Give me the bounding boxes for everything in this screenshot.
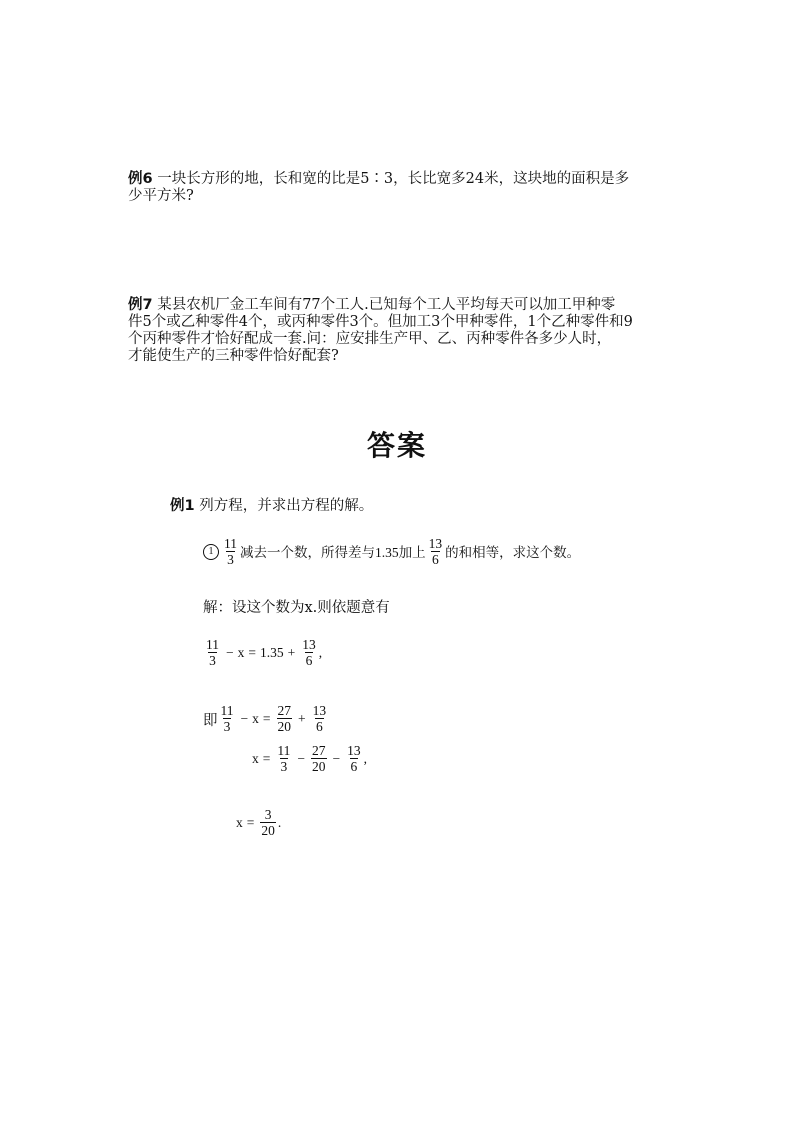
example-7-line2: 件5个或乙种零件4个，或丙种零件3个。但加工3个甲种零件，1个乙种零件和9 — [128, 314, 633, 330]
example-7-label: 例7 — [128, 297, 153, 313]
fraction: $\frac{13}{6}$ — [312, 703, 327, 734]
fraction: $\frac{11}{3}$ — [224, 536, 237, 567]
fraction: $\frac{11}{3}$ — [277, 743, 291, 774]
question-text-1: 减去一个数，所得差与1.35加上 — [240, 544, 426, 560]
fraction: $\frac{13}{6}$ — [347, 743, 361, 774]
equation-3: x = $\frac{11}{3}$ − $\frac{27}{20}$ − $\frac{13}{6}$ , — [252, 743, 367, 774]
equation-4: x = $\frac{3}{20}$ . — [236, 807, 282, 838]
question-text-2: 的和相等，求这个数。 — [445, 544, 581, 560]
example-1-text: 列方程，并求出方程的解。 — [199, 498, 374, 514]
example-6-label: 例6 — [128, 171, 153, 187]
example-7-line1 — [128, 297, 688, 314]
example-7 — [128, 297, 688, 365]
fraction: $\frac{13}{6}$ — [428, 536, 443, 567]
example-1-heading — [170, 498, 373, 515]
example-6-line1 — [128, 171, 688, 188]
circled-number: 1 — [203, 544, 219, 560]
solution-intro: 解：设这个数为x.则依题意有 — [203, 600, 390, 616]
fraction: $\frac{27}{20}$ — [277, 703, 291, 734]
equation-1: $\frac{11}{3}$ − x = 1.35 + $\frac{13}{6}$ , — [206, 637, 323, 668]
example-7-line4: 才能使生产的三种零件恰好配套? — [128, 348, 339, 364]
example-6-text: 一块长方形的地，长和宽的比是5∶3，长比宽多24米，这块地的面积是多 — [157, 171, 630, 187]
example-6-line2: 少平方米? — [128, 188, 194, 204]
example-6 — [128, 171, 688, 205]
fraction: $\frac{3}{20}$ — [261, 807, 275, 838]
example-1-question — [203, 537, 580, 567]
fraction: $\frac{27}{20}$ — [312, 743, 326, 774]
example-7-text: 某县农机厂金工车间有77个工人.已知每个工人平均每天可以加工甲种零 — [157, 297, 616, 313]
fraction: $\frac{13}{6}$ — [302, 637, 316, 668]
example-7-line3: 个丙种零件才恰好配成一套.问：应安排生产甲、乙、丙种零件各多少人时， — [128, 331, 612, 347]
equation-2: 即 $\frac{11}{3}$ − x = $\frac{27}{20}$ + $\frac{13}{6}$ — [203, 703, 327, 734]
fraction: $\frac{11}{3}$ — [220, 703, 234, 734]
fraction: $\frac{11}{3}$ — [206, 637, 219, 668]
answer-title: 答案 — [366, 429, 427, 462]
example-1-label: 例1 — [170, 498, 195, 514]
